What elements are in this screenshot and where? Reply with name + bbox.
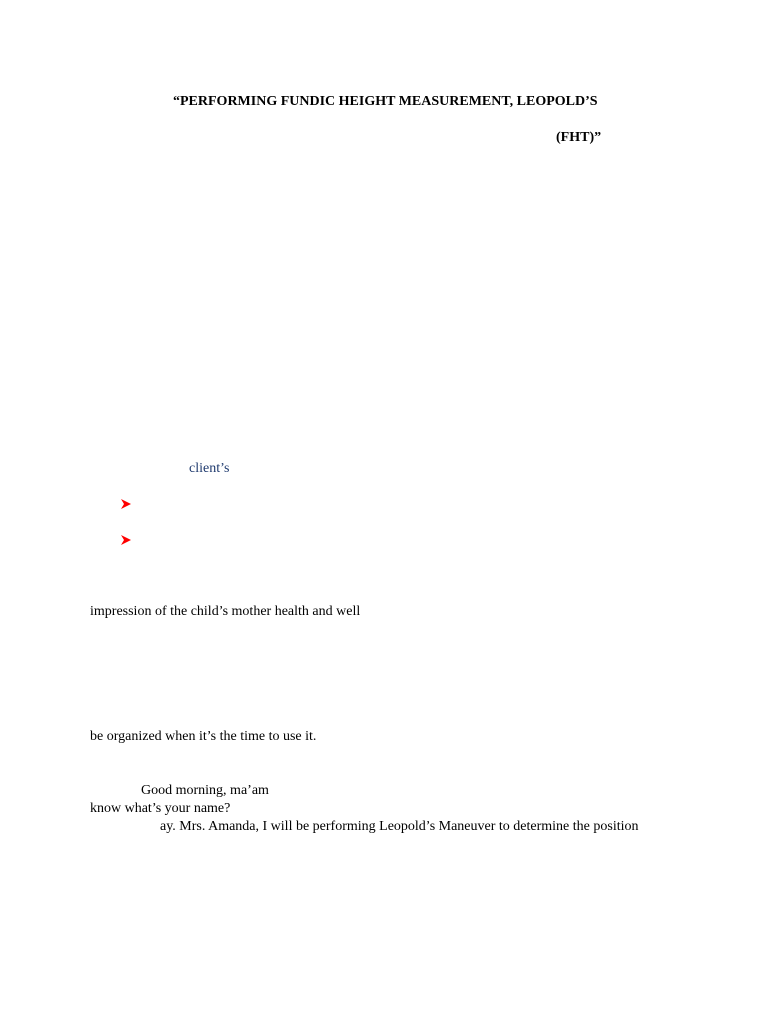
document-title-line-2: (FHT)” bbox=[556, 130, 602, 145]
paragraph-organized: be organized when it’s the time to use it. bbox=[90, 729, 317, 744]
paragraph-impression: impression of the child’s mother health and well bbox=[90, 604, 361, 619]
document-title-line-1: “PERFORMING FUNDIC HEIGHT MEASUREMENT, LEOPOLD’S bbox=[173, 94, 598, 109]
dialogue-ask-name: know what’s your name? bbox=[90, 801, 231, 816]
clients-label: client’s bbox=[189, 461, 230, 476]
arrow-bullet-icon bbox=[120, 498, 132, 510]
dialogue-response: ay. Mrs. Amanda, I will be performing Leopold’s Maneuver to determine the position bbox=[160, 819, 639, 834]
dialogue-greeting: Good morning, ma’am bbox=[141, 783, 269, 798]
arrow-bullet-icon bbox=[120, 534, 132, 546]
